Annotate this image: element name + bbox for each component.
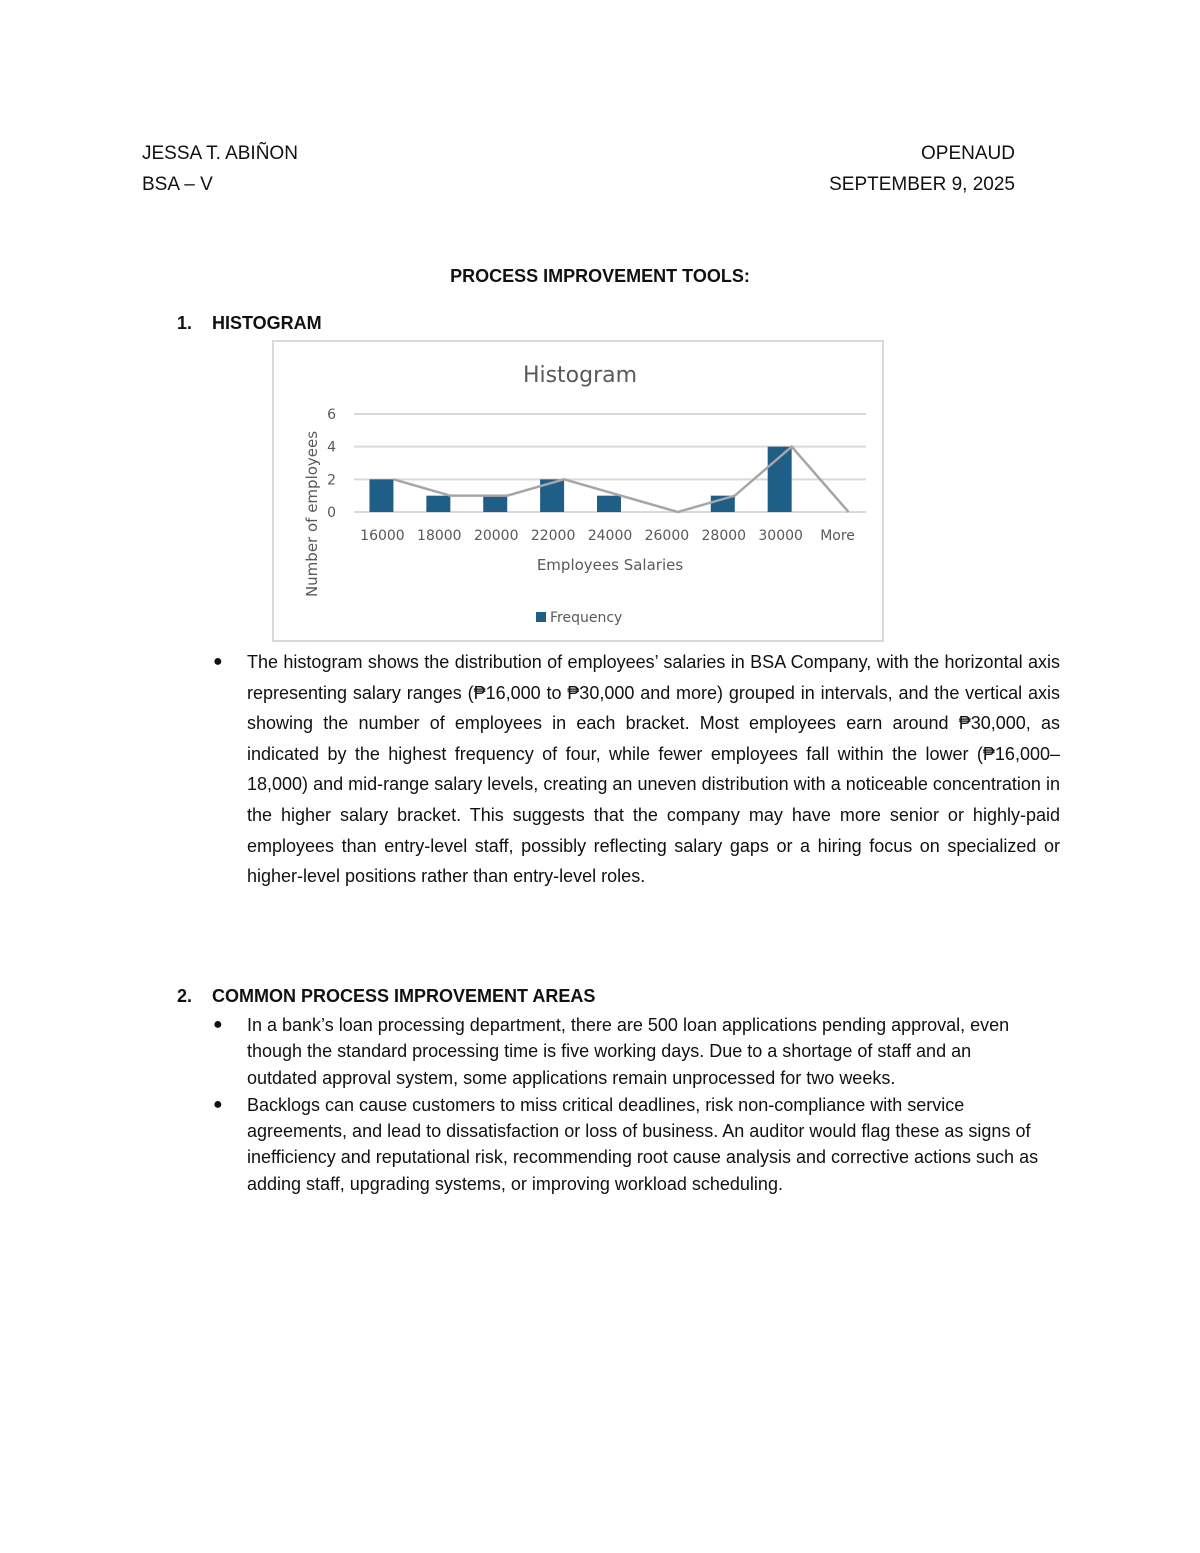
bullet-icon: ●: [213, 1016, 223, 1033]
x-tick-label: 16000: [360, 528, 405, 544]
y-tick-label: 6: [327, 407, 336, 423]
x-tick-label: 18000: [417, 528, 462, 544]
histogram-bar: [483, 496, 507, 512]
x-tick-label: 20000: [473, 528, 519, 544]
page-title: PROCESS IMPROVEMENT TOOLS:: [450, 266, 750, 286]
histogram-chart: [272, 340, 884, 642]
x-tick-label: 22000: [530, 528, 576, 544]
list-item: [210, 1012, 1040, 1091]
bullet-text: Backlogs can cause customers to miss critical deadlines, risk non-compliance with service agreements, and lead to dissatisfaction or loss of business. An auditor would flag these as signs of inefficiency and reputational risk, recommending root cause analysis and corrective actions such as adding staff, upgrading systems, or improving workload scheduling.: [247, 1094, 1039, 1194]
bullet-icon: ●: [213, 1095, 223, 1113]
list-item: [210, 647, 1060, 892]
process-areas-bullet-list: [210, 1012, 1040, 1198]
x-tick-label: 24000: [587, 528, 633, 544]
y-axis-title: Number of employees: [303, 430, 321, 598]
y-tick-label: 0: [327, 505, 336, 521]
histogram-chart-svg: [274, 342, 886, 644]
section-heading-histogram: [177, 313, 322, 334]
histogram-bar: [369, 479, 393, 512]
x-tick-label: More: [820, 528, 855, 544]
bullet-text: The histogram shows the distribution of employees’ salaries in BSA Company, with the horizontal axis representing salary ranges (₱16,000 to ₱30,000 and more) grouped in intervals, and the vertical axis showing the number of employees in each bracket. Most employees earn around ₱30,000, as indicated by the highest frequency of four, while fewer employees fall within the lower (₱16,000–18,000) and mid-range salary levels, creating an uneven distribution with a noticeable concentration in the higher salary bracket. This suggests that the company may have more senior or highly-paid employees than entry-level staff, possibly reflecting salary gaps or a hiring focus on specialized or higher-level positions rather than entry-level roles.: [247, 652, 1060, 887]
bullet-text: In a bank’s loan processing department, there are 500 loan applications pending approval, even though the standard processing time is five working days. Due to a shortage of staff and an outdated approval system, some applications remain unprocessed for two weeks.: [247, 1015, 1010, 1088]
legend-swatch: [536, 612, 546, 622]
y-tick-label: 4: [327, 439, 336, 456]
subject-label: OPENAUD: [921, 143, 1015, 164]
x-axis-title: Employees Salaries: [536, 556, 684, 574]
histogram-bar: [597, 496, 621, 512]
section-number: 2.: [177, 986, 193, 1006]
y-tick-label: 2: [327, 472, 336, 489]
section-heading-text: COMMON PROCESS IMPROVEMENT AREAS: [212, 986, 596, 1006]
histogram-bullet-list: [210, 647, 1060, 892]
histogram-bar: [426, 496, 450, 512]
author-name: JESSA T. ABIÑON: [142, 143, 298, 164]
section-heading-text: HISTOGRAM: [212, 313, 322, 333]
list-item: [210, 1092, 1040, 1197]
section-number: 1.: [177, 313, 193, 333]
x-tick-label: 28000: [701, 528, 747, 544]
bullet-icon: ●: [213, 653, 223, 670]
date-label: SEPTEMBER 9, 2025: [829, 174, 1015, 195]
x-tick-label: 30000: [758, 528, 803, 544]
section-heading-process-areas: [177, 986, 595, 1007]
x-tick-label: 26000: [644, 528, 690, 544]
legend-label: Frequency: [550, 610, 623, 626]
chart-title: Histogram: [522, 363, 638, 388]
course-label: BSA – V: [142, 174, 213, 195]
